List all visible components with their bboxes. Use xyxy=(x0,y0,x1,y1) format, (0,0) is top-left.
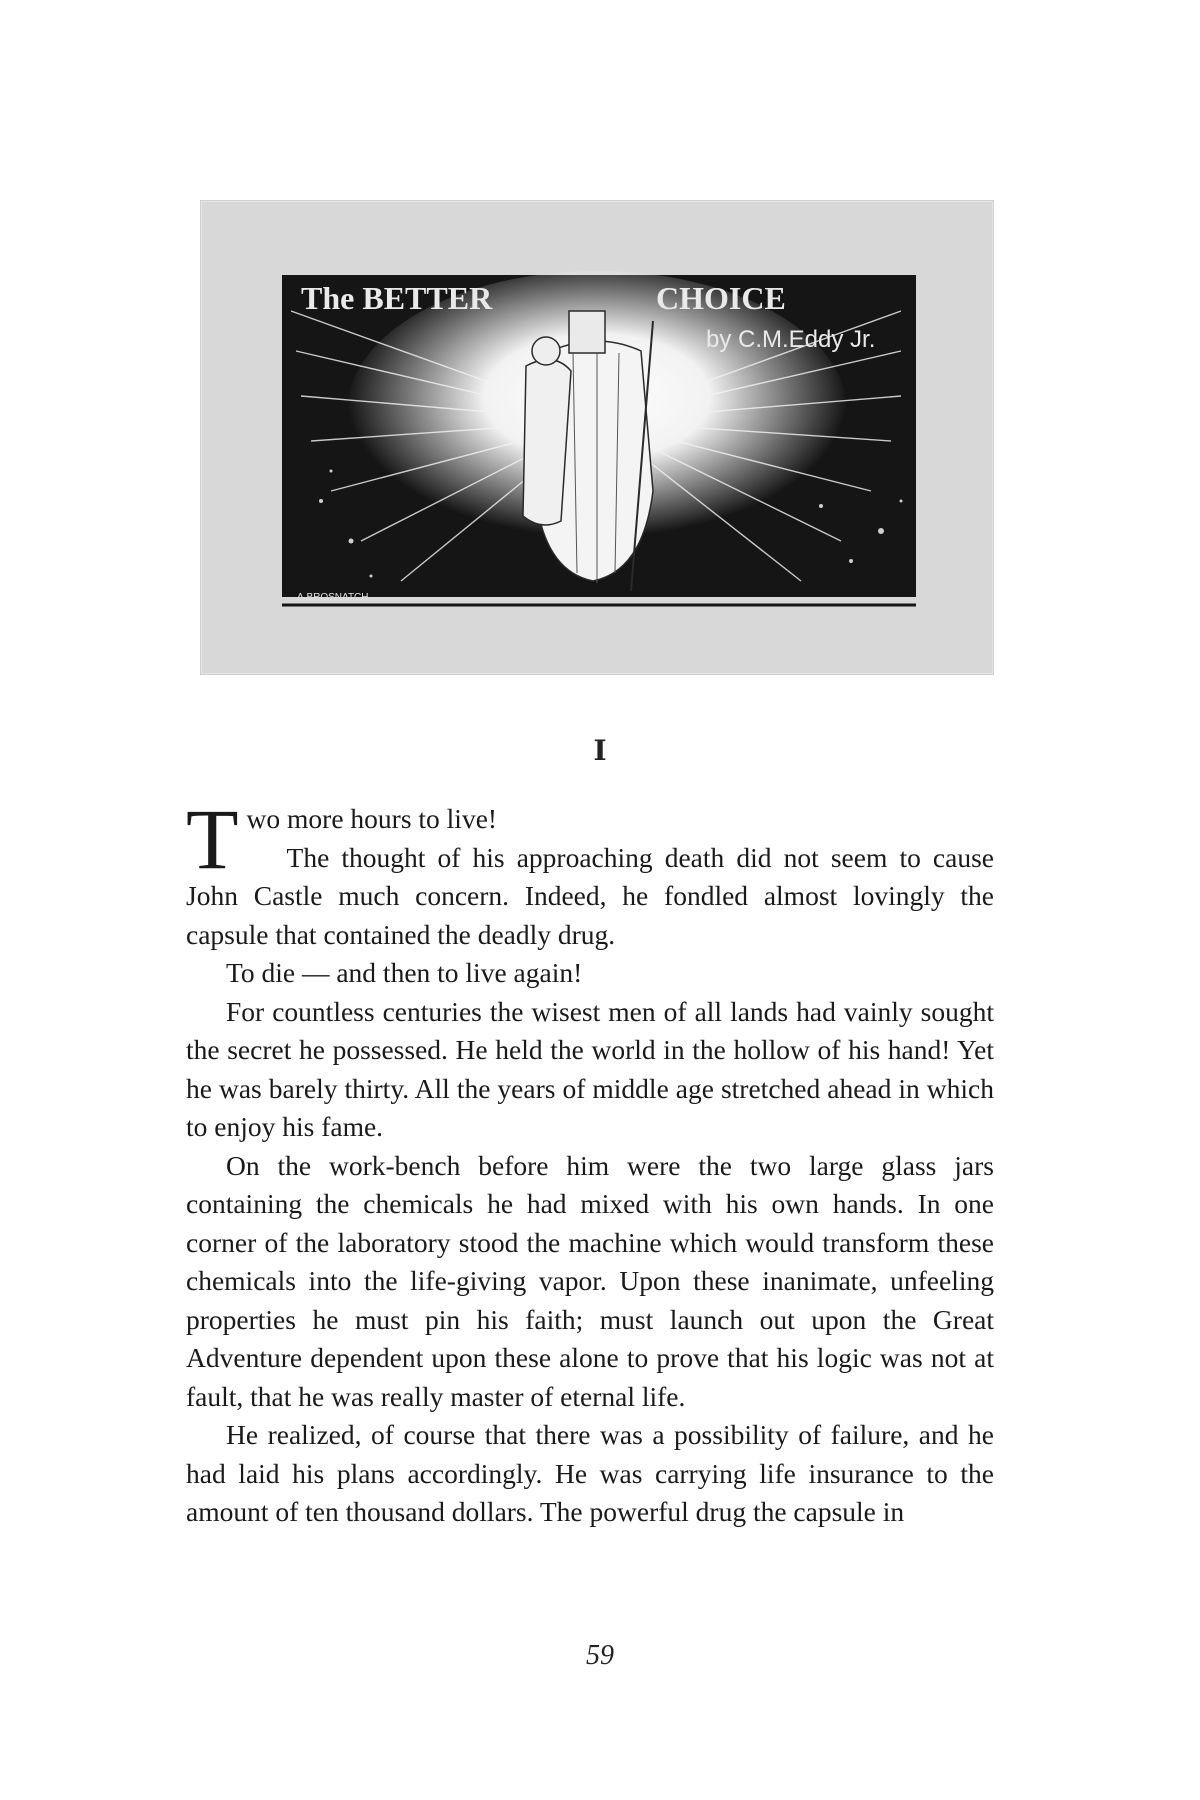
dropcap-letter: T xyxy=(186,791,239,887)
paragraph: For countless centuries the wisest men of all lands had vainly sought the secret he possessed. He held the world in the hollow of his hand! Yet he was barely thirty. All the years of middle age stretched ahead in which to enjoy his fame. xyxy=(186,995,994,1142)
chapter-illustration xyxy=(200,200,994,675)
illustration-title-left: The BETTER xyxy=(301,280,493,316)
paragraph: To die — and then to live again! xyxy=(226,957,583,988)
paragraph xyxy=(186,791,994,887)
illustration-artwork xyxy=(201,201,993,674)
illustration-byline: by C.M.Eddy Jr. xyxy=(706,326,876,353)
page-number: 59 xyxy=(586,1640,614,1671)
chapter-number: I xyxy=(593,734,607,767)
paragraph: On the work-bench before him were the two large glass jars containing the chemicals he had mixed with his own hands. In one corner of the laboratory stood the machine which would transform these chemicals into the life-giving vapor. Upon these inanimate, unfeeling properties he must pin his faith; must launch out upon the Great Adventure dependent upon these alone to prove that his logic was not at fault, that he was really master of eternal life. xyxy=(186,1149,994,1412)
paragraph: He realized, of course that there was a possibility of failure, and he had laid his plans accordingly. He was carrying life insurance to the amount of ten thousand dollars. The powerful drug the capsule in xyxy=(186,1419,994,1527)
illustration-title-right: CHOICE xyxy=(656,280,786,316)
paragraph: The thought of his approaching death did not seem to cause John Castle much concern. Indeed, he fondled almost lovingly the capsule that contained the deadly drug. xyxy=(186,841,994,950)
body-text xyxy=(186,791,994,1532)
artist-signature: A.BROSNATCH xyxy=(297,592,369,603)
paragraph-text: wo more hours to live! xyxy=(246,803,498,834)
